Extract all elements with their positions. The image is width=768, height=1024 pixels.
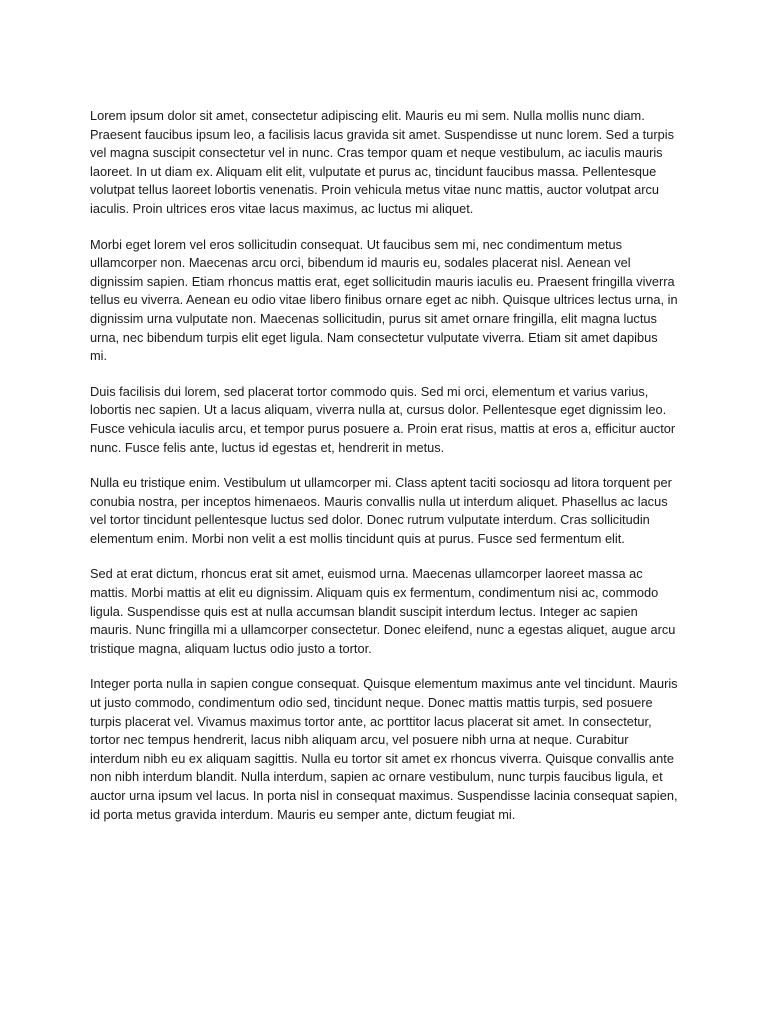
paragraph-4: Nulla eu tristique enim. Vestibulum ut ullamcorper mi. Class aptent taciti sociosqu ad litora torquent per conubia nostra, per inceptos himenaeos. Mauris convallis nulla ut interdum aliquet. Phasellus ac lacus vel tortor tincidunt pellentesque luctus sed dolor. Donec rutrum vulputate interdum. Cras sollicitudin elementum enim. Morbi non velit a est mollis tincidunt quis at purus. Fusce sed fermentum elit. [90, 475, 672, 546]
paragraph-5: Sed at erat dictum, rhoncus erat sit amet, euismod urna. Maecenas ullamcorper laoreet massa ac mattis. Morbi mattis at elit eu dignissim. Aliquam quis ex fermentum, condimentum nisi ac, commodo ligula. Suspendisse quis est at nulla accumsan blandit suscipit interdum lectus. Integer ac sapien mauris. Nunc fringilla mi a ullamcorper consectetur. Donec eleifend, nunc a egestas aliquet, augue arcu tristique magna, aliquam luctus odio justo a tortor. [90, 566, 676, 656]
paragraph-2: Morbi eget lorem vel eros sollicitudin consequat. Ut faucibus sem mi, nec condimentum metus ullamcorper non. Maecenas arcu orci, bibendum id mauris eu, sodales placerat nisl. Aenean vel dignissim sapien. Etiam rhoncus mattis erat, eget sollicitudin mauris iaculis eu. Praesent fringilla viverra tellus eu viverra. Aenean eu odio vitae libero finibus ornare eget ac nibh. Quisque ultrices lectus urna, in dignissim urna vulputate non. Maecenas sollicitudin, purus sit amet ornare fringilla, elit magna luctus urna, nec bibendum turpis elit eget ligula. Nam consectetur vulputate viverra. Etiam sit amet dapibus mi. [90, 236, 678, 364]
paragraph-1: Lorem ipsum dolor sit amet, consectetur adipiscing elit. Mauris eu mi sem. Nulla mollis nunc diam. Praesent faucibus ipsum leo, a facilisis lacus gravida sit amet. Suspendisse ut nunc lorem. Sed a turpis vel magna suscipit consectetur vel in nunc. Cras tempor quam et neque vestibulum, ac iaculis mauris laoreet. In ut diam ex. Aliquam elit elit, vulputate et purus ac, tincidunt faucibus massa. Pellentesque volutpat tellus laoreet lobortis venenatis. Proin vehicula metus vitae nunc mattis, auctor volutpat arcu iaculis. Proin ultrices eros vitae lacus maximus, ac luctus mi aliquet. [90, 108, 674, 216]
paragraph-3: Duis facilisis dui lorem, sed placerat tortor commodo quis. Sed mi orci, elementum et varius varius, lobortis nec sapien. Ut a lacus aliquam, viverra nulla at, cursus dolor. Pellentesque eget dignissim leo. Fusce vehicula iaculis arcu, et tempor purus posuere a. Proin erat risus, mattis at eros a, efficitur auctor nunc. Fusce felis ante, luctus id egestas et, hendrerit in metus. [90, 383, 676, 455]
document-body [90, 107, 678, 841]
paragraph-6: Integer porta nulla in sapien congue consequat. Quisque elementum maximus ante vel tincidunt. Mauris ut justo commodo, condimentum odio sed, tincidunt neque. Donec mattis mattis turpis, sed posuere turpis placerat vel. Vivamus maximus tortor ante, ac porttitor lacus placerat sit amet. In consectetur, tortor nec tempus hendrerit, lacus nibh aliquam arcu, vel posuere nibh urna at neque. Curabitur interdum nibh eu ex aliquam sagittis. Nulla eu tortor sit amet ex rhoncus viverra. Quisque convallis ante non nibh interdum blandit. Nulla interdum, sapien ac ornare vestibulum, nunc turpis faucibus ligula, et auctor urna ipsum vel lacus. In porta nisl in consequat maximus. Suspendisse lacinia consequat sapien, id porta metus gravida interdum. Mauris eu semper ante, dictum feugiat mi. [90, 676, 678, 822]
